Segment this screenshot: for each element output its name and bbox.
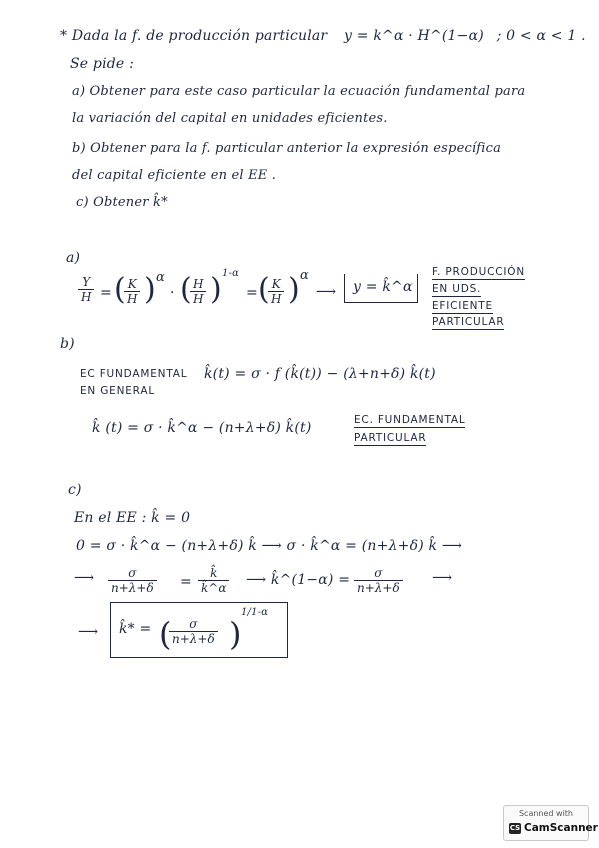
final-result-box <box>110 602 288 658</box>
equals-sign: = <box>100 285 112 301</box>
item-a-line-1: a) Obtener para este caso particular la ecuación fundamental para <box>72 84 526 99</box>
fraction-y-over-h <box>78 275 94 304</box>
note-line: EC. FUNDAMENTAL <box>354 414 466 426</box>
multiply-dot: · <box>170 285 175 301</box>
exponent-alpha: α <box>156 270 165 285</box>
arrow: ⟶ <box>316 284 337 300</box>
right-paren: ) <box>229 615 242 653</box>
item-a-line-2: la variación del capital en unidades eficientes. <box>72 111 388 126</box>
exponent-one-minus-alpha: 1-α <box>222 268 240 279</box>
steady-state-equation: 0 = σ · k̂^α − (n+λ+δ) k̂ ⟶ σ · k̂^α = (n+λ+δ) k̂ ⟶ <box>76 538 463 554</box>
scanned-with-text: Scanned with <box>518 809 574 818</box>
result-box <box>344 274 418 303</box>
right-paren: ) <box>210 272 222 307</box>
left-paren: ( <box>114 272 126 307</box>
note-units <box>432 283 481 295</box>
camscanner-watermark <box>503 805 598 841</box>
item-b-line-2: del capital eficiente en el EE . <box>72 168 277 183</box>
final-exponent: 1/1-α <box>241 607 269 618</box>
fraction-denominator: H <box>193 292 204 306</box>
fraction-h-over-h <box>190 277 206 306</box>
particular-label-2 <box>354 432 426 444</box>
arrow: ⟶ <box>78 624 99 640</box>
fraction-numerator: σ <box>169 617 218 632</box>
note-line: EN UDS. <box>432 283 482 295</box>
left-paren: ( <box>180 272 192 307</box>
left-paren: ( <box>159 615 172 653</box>
final-lhs: k̂* = <box>119 621 152 637</box>
part-b-label: b) <box>60 336 75 352</box>
fraction-sigma-over-sum <box>108 566 157 595</box>
general-equation: k̂(t) = σ · f (k̂(t)) − (λ+n+δ) k̂(t) <box>204 366 436 382</box>
fraction-denominator: H <box>127 292 138 306</box>
fraction-denominator: n+λ+δ <box>111 581 154 595</box>
statement-line-2: Se pide : <box>70 56 134 72</box>
general-label-2: EN GENERAL <box>80 385 155 397</box>
fraction-numerator: k̂ <box>198 566 229 581</box>
arrow: ⟶ <box>74 570 95 586</box>
fraction-numerator: K <box>268 277 284 292</box>
general-label-1: EC FUNDAMENTAL <box>80 368 188 380</box>
note-line: PARTICULAR <box>432 316 505 328</box>
exponent-alpha: α <box>300 268 309 283</box>
fraction-numerator: Y <box>78 275 94 290</box>
fraction-k-over-h <box>268 277 284 306</box>
equals-sign: = <box>180 574 192 590</box>
item-c: c) Obtener k̂* <box>76 195 168 210</box>
fraction-numerator: K <box>124 277 140 292</box>
particular-equation: k̂ (t) = σ · k̂^α − (n+λ+δ) k̂(t) <box>92 420 312 436</box>
fraction-denominator: n+λ+δ <box>357 581 400 595</box>
fraction-denominator: H <box>81 290 92 304</box>
fraction-k-over-k-alpha <box>198 566 229 595</box>
fraction-numerator: σ <box>354 566 403 581</box>
right-paren: ) <box>144 272 156 307</box>
fraction-denominator: H <box>271 292 282 306</box>
fraction-k-over-h <box>124 277 140 306</box>
item-b-line-1: b) Obtener para la f. particular anterior la expresión específica <box>72 141 502 156</box>
particular-label-1 <box>354 414 465 426</box>
boxed-result: y = k̂^α <box>353 279 413 295</box>
statement-prefix: * Dada la f. de producción particular <box>60 28 328 44</box>
note-line: PARTICULAR <box>354 432 427 444</box>
statement-line-1 <box>60 28 586 44</box>
arrow: ⟶ <box>432 570 453 586</box>
note-line: EFICIENTE <box>432 300 493 312</box>
part-c-label: c) <box>68 482 82 498</box>
camscanner-logo-icon: CS <box>509 824 521 832</box>
fraction-numerator: σ <box>108 566 157 581</box>
steady-state-condition: En el EE : k̂ = 0 <box>74 510 191 526</box>
part-a-label: a) <box>66 250 81 266</box>
fraction-sigma-over-sum <box>354 566 403 595</box>
fraction-numerator: H <box>190 277 206 292</box>
fraction-denominator: k̂^α <box>201 581 227 595</box>
note-production <box>432 266 525 278</box>
right-paren: ) <box>288 272 300 307</box>
camscanner-brand: CamScanner <box>524 822 598 834</box>
final-fraction <box>169 617 218 646</box>
alpha-condition: ; 0 < α < 1 . <box>496 28 586 44</box>
left-paren: ( <box>258 272 270 307</box>
fraction-denominator: n+λ+δ <box>172 632 215 646</box>
production-function: y = k^α · H^(1−α) <box>344 28 484 44</box>
equals-sign: = <box>246 285 258 301</box>
note-efficient <box>432 300 493 312</box>
note-line: F. PRODUCCIÓN <box>432 266 525 278</box>
note-particular <box>432 316 504 328</box>
k-power-expression: ⟶ k̂^(1−α) = <box>246 572 351 588</box>
